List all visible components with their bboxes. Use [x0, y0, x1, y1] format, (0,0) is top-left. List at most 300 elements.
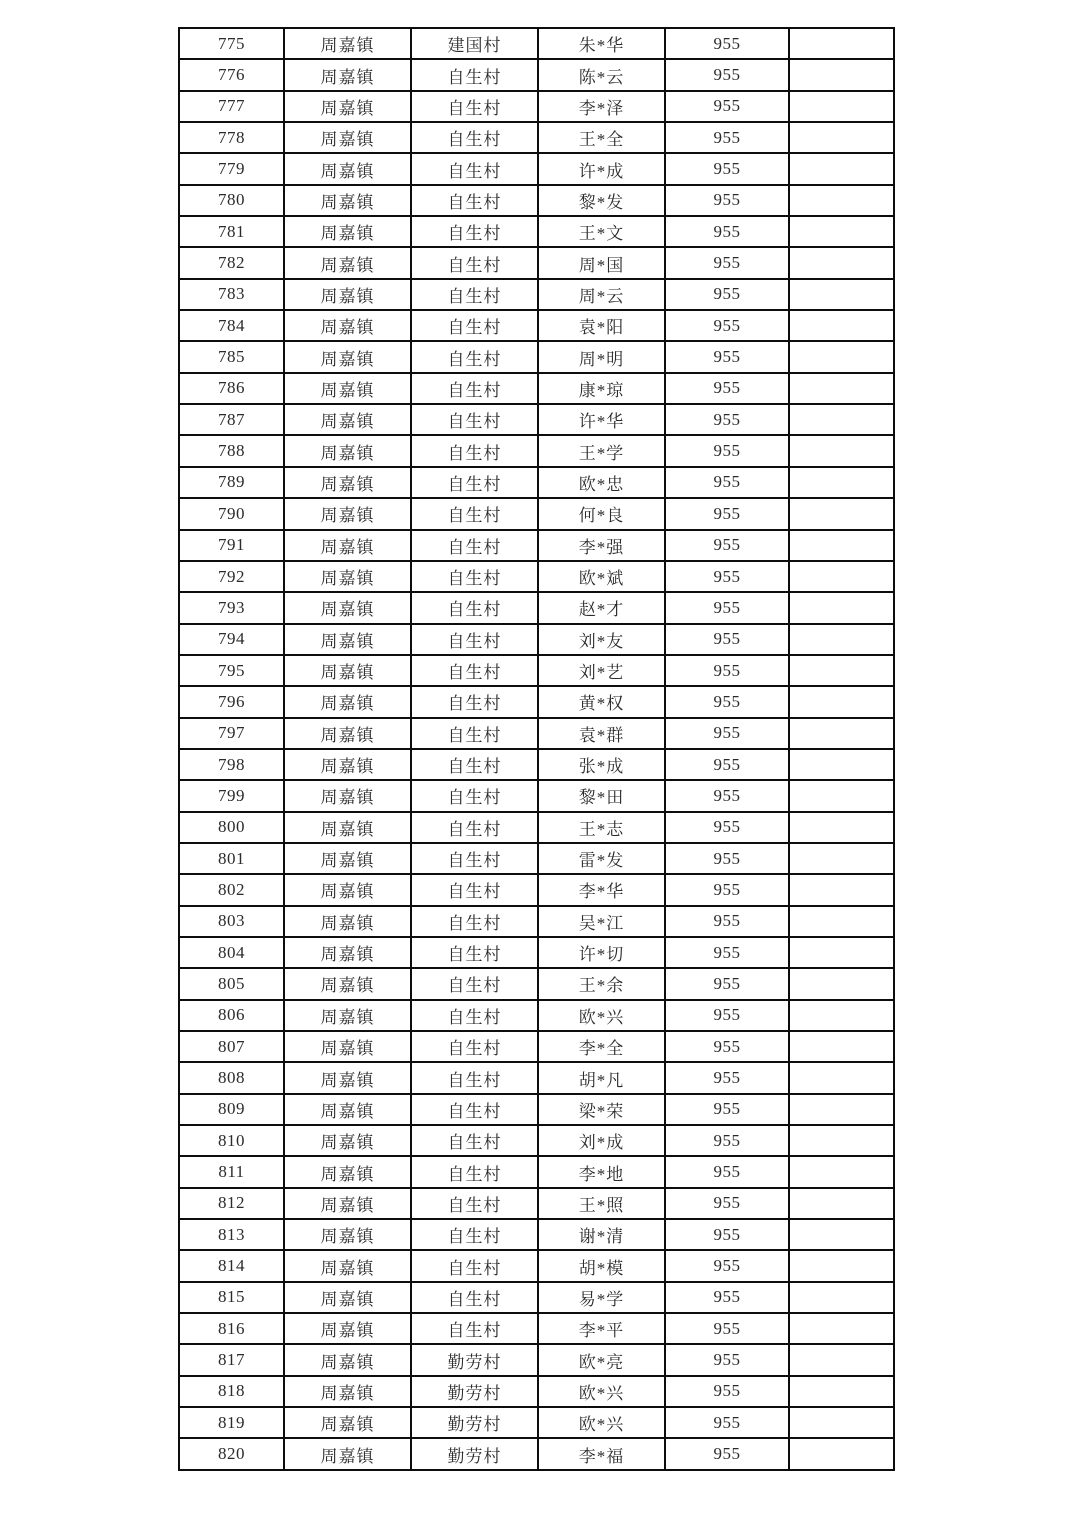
- cell-town: 周嘉镇: [284, 624, 411, 655]
- cell-code: 955: [665, 28, 789, 59]
- cell-village: 勤劳村: [411, 1344, 538, 1375]
- cell-code: 955: [665, 937, 789, 968]
- cell-village: 自生村: [411, 185, 538, 216]
- cell-index: 813: [179, 1219, 284, 1250]
- cell-code: 955: [665, 1376, 789, 1407]
- cell-empty: [789, 279, 894, 310]
- cell-town: 周嘉镇: [284, 1438, 411, 1470]
- cell-code: 955: [665, 216, 789, 247]
- cell-index: 777: [179, 91, 284, 122]
- table-row: [179, 1219, 894, 1250]
- cell-index: 783: [179, 279, 284, 310]
- table-row: [179, 122, 894, 153]
- cell-index: 815: [179, 1282, 284, 1313]
- cell-town: 周嘉镇: [284, 122, 411, 153]
- table-row: [179, 1000, 894, 1031]
- table-row: [179, 216, 894, 247]
- cell-town: 周嘉镇: [284, 467, 411, 498]
- cell-index: 804: [179, 937, 284, 968]
- cell-code: 955: [665, 153, 789, 184]
- cell-empty: [789, 1156, 894, 1187]
- cell-code: 955: [665, 310, 789, 341]
- cell-name: 周*云: [538, 279, 665, 310]
- cell-town: 周嘉镇: [284, 1344, 411, 1375]
- cell-name: 胡*模: [538, 1250, 665, 1281]
- cell-village: 勤劳村: [411, 1438, 538, 1470]
- cell-town: 周嘉镇: [284, 279, 411, 310]
- cell-town: 周嘉镇: [284, 1376, 411, 1407]
- cell-town: 周嘉镇: [284, 1188, 411, 1219]
- cell-village: 自生村: [411, 1188, 538, 1219]
- cell-town: 周嘉镇: [284, 404, 411, 435]
- table-row: [179, 1344, 894, 1375]
- cell-name: 李*全: [538, 1031, 665, 1062]
- cell-town: 周嘉镇: [284, 153, 411, 184]
- cell-index: 779: [179, 153, 284, 184]
- cell-town: 周嘉镇: [284, 1156, 411, 1187]
- cell-name: 欧*兴: [538, 1376, 665, 1407]
- table-row: [179, 937, 894, 968]
- cell-index: 795: [179, 655, 284, 686]
- table-row: [179, 561, 894, 592]
- cell-index: 786: [179, 373, 284, 404]
- cell-index: 785: [179, 341, 284, 372]
- cell-village: 自生村: [411, 843, 538, 874]
- cell-town: 周嘉镇: [284, 561, 411, 592]
- cell-name: 袁*群: [538, 718, 665, 749]
- cell-town: 周嘉镇: [284, 498, 411, 529]
- cell-town: 周嘉镇: [284, 28, 411, 59]
- cell-index: 792: [179, 561, 284, 592]
- cell-empty: [789, 216, 894, 247]
- table-row: [179, 624, 894, 655]
- cell-name: 李*华: [538, 874, 665, 905]
- cell-town: 周嘉镇: [284, 718, 411, 749]
- cell-empty: [789, 686, 894, 717]
- table-row: [179, 153, 894, 184]
- cell-town: 周嘉镇: [284, 1000, 411, 1031]
- table-row: [179, 1031, 894, 1062]
- cell-code: 955: [665, 530, 789, 561]
- cell-name: 康*琼: [538, 373, 665, 404]
- cell-town: 周嘉镇: [284, 373, 411, 404]
- cell-code: 955: [665, 498, 789, 529]
- cell-index: 797: [179, 718, 284, 749]
- roster-table: [178, 27, 895, 1471]
- cell-empty: [789, 1313, 894, 1344]
- cell-town: 周嘉镇: [284, 59, 411, 90]
- cell-town: 周嘉镇: [284, 749, 411, 780]
- cell-name: 王*照: [538, 1188, 665, 1219]
- cell-village: 自生村: [411, 279, 538, 310]
- cell-index: 816: [179, 1313, 284, 1344]
- table-row: [179, 1282, 894, 1313]
- cell-town: 周嘉镇: [284, 1250, 411, 1281]
- cell-empty: [789, 1125, 894, 1156]
- cell-village: 自生村: [411, 686, 538, 717]
- cell-code: 955: [665, 1282, 789, 1313]
- cell-empty: [789, 185, 894, 216]
- cell-code: 955: [665, 247, 789, 278]
- table-row: [179, 498, 894, 529]
- cell-empty: [789, 404, 894, 435]
- cell-empty: [789, 624, 894, 655]
- cell-index: 819: [179, 1407, 284, 1438]
- cell-name: 欧*兴: [538, 1407, 665, 1438]
- cell-code: 955: [665, 874, 789, 905]
- table-row: [179, 530, 894, 561]
- cell-index: 790: [179, 498, 284, 529]
- cell-village: 自生村: [411, 1282, 538, 1313]
- cell-index: 787: [179, 404, 284, 435]
- cell-empty: [789, 937, 894, 968]
- cell-index: 780: [179, 185, 284, 216]
- cell-index: 818: [179, 1376, 284, 1407]
- cell-index: 801: [179, 843, 284, 874]
- table-row: [179, 1156, 894, 1187]
- cell-code: 955: [665, 467, 789, 498]
- cell-name: 王*志: [538, 812, 665, 843]
- cell-village: 自生村: [411, 373, 538, 404]
- cell-name: 李*福: [538, 1438, 665, 1470]
- table-row: [179, 1376, 894, 1407]
- cell-village: 勤劳村: [411, 1376, 538, 1407]
- cell-village: 自生村: [411, 1094, 538, 1125]
- cell-index: 802: [179, 874, 284, 905]
- cell-empty: [789, 561, 894, 592]
- cell-town: 周嘉镇: [284, 780, 411, 811]
- cell-index: 820: [179, 1438, 284, 1470]
- cell-town: 周嘉镇: [284, 906, 411, 937]
- table-row: [179, 310, 894, 341]
- cell-village: 自生村: [411, 467, 538, 498]
- table-row: [179, 749, 894, 780]
- table-row: [179, 686, 894, 717]
- cell-code: 955: [665, 686, 789, 717]
- cell-name: 朱*华: [538, 28, 665, 59]
- cell-name: 赵*才: [538, 592, 665, 623]
- cell-index: 793: [179, 592, 284, 623]
- cell-name: 李*平: [538, 1313, 665, 1344]
- cell-index: 796: [179, 686, 284, 717]
- cell-empty: [789, 592, 894, 623]
- table-row: [179, 1125, 894, 1156]
- cell-town: 周嘉镇: [284, 1094, 411, 1125]
- cell-village: 自生村: [411, 1250, 538, 1281]
- cell-code: 955: [665, 1000, 789, 1031]
- cell-empty: [789, 718, 894, 749]
- cell-village: 自生村: [411, 1313, 538, 1344]
- cell-name: 何*良: [538, 498, 665, 529]
- cell-village: 自生村: [411, 435, 538, 466]
- cell-town: 周嘉镇: [284, 247, 411, 278]
- cell-name: 黄*权: [538, 686, 665, 717]
- cell-town: 周嘉镇: [284, 937, 411, 968]
- cell-name: 易*学: [538, 1282, 665, 1313]
- cell-village: 自生村: [411, 404, 538, 435]
- cell-index: 805: [179, 968, 284, 999]
- cell-village: 自生村: [411, 216, 538, 247]
- cell-empty: [789, 874, 894, 905]
- cell-name: 周*国: [538, 247, 665, 278]
- cell-empty: [789, 247, 894, 278]
- roster-table-body: [179, 28, 894, 1470]
- table-row: [179, 91, 894, 122]
- cell-town: 周嘉镇: [284, 874, 411, 905]
- cell-town: 周嘉镇: [284, 1062, 411, 1093]
- table-row: [179, 435, 894, 466]
- cell-village: 自生村: [411, 1031, 538, 1062]
- cell-index: 789: [179, 467, 284, 498]
- cell-village: 自生村: [411, 247, 538, 278]
- cell-name: 刘*艺: [538, 655, 665, 686]
- cell-index: 778: [179, 122, 284, 153]
- table-row: [179, 373, 894, 404]
- cell-empty: [789, 1407, 894, 1438]
- cell-name: 袁*阳: [538, 310, 665, 341]
- cell-code: 955: [665, 718, 789, 749]
- cell-code: 955: [665, 122, 789, 153]
- cell-village: 建国村: [411, 28, 538, 59]
- cell-name: 周*明: [538, 341, 665, 372]
- cell-town: 周嘉镇: [284, 310, 411, 341]
- cell-code: 955: [665, 1250, 789, 1281]
- cell-empty: [789, 373, 894, 404]
- cell-village: 自生村: [411, 968, 538, 999]
- cell-town: 周嘉镇: [284, 592, 411, 623]
- cell-town: 周嘉镇: [284, 1407, 411, 1438]
- cell-code: 955: [665, 341, 789, 372]
- cell-empty: [789, 530, 894, 561]
- cell-town: 周嘉镇: [284, 185, 411, 216]
- cell-empty: [789, 435, 894, 466]
- cell-village: 自生村: [411, 59, 538, 90]
- cell-code: 955: [665, 1344, 789, 1375]
- cell-index: 811: [179, 1156, 284, 1187]
- cell-empty: [789, 1188, 894, 1219]
- cell-empty: [789, 906, 894, 937]
- table-row: [179, 1188, 894, 1219]
- cell-empty: [789, 812, 894, 843]
- table-row: [179, 279, 894, 310]
- cell-empty: [789, 59, 894, 90]
- cell-town: 周嘉镇: [284, 686, 411, 717]
- cell-town: 周嘉镇: [284, 91, 411, 122]
- cell-empty: [789, 498, 894, 529]
- table-row: [179, 467, 894, 498]
- cell-code: 955: [665, 812, 789, 843]
- table-row: [179, 906, 894, 937]
- cell-village: 自生村: [411, 624, 538, 655]
- cell-village: 自生村: [411, 91, 538, 122]
- cell-name: 谢*清: [538, 1219, 665, 1250]
- cell-name: 刘*友: [538, 624, 665, 655]
- cell-empty: [789, 122, 894, 153]
- cell-town: 周嘉镇: [284, 1313, 411, 1344]
- cell-index: 814: [179, 1250, 284, 1281]
- cell-village: 自生村: [411, 1219, 538, 1250]
- cell-name: 欧*兴: [538, 1000, 665, 1031]
- cell-town: 周嘉镇: [284, 1031, 411, 1062]
- cell-index: 781: [179, 216, 284, 247]
- cell-code: 955: [665, 1094, 789, 1125]
- cell-empty: [789, 1094, 894, 1125]
- table-row: [179, 1313, 894, 1344]
- table-row: [179, 780, 894, 811]
- cell-code: 955: [665, 561, 789, 592]
- cell-town: 周嘉镇: [284, 1282, 411, 1313]
- cell-empty: [789, 153, 894, 184]
- cell-village: 自生村: [411, 906, 538, 937]
- cell-index: 776: [179, 59, 284, 90]
- cell-code: 955: [665, 843, 789, 874]
- cell-town: 周嘉镇: [284, 530, 411, 561]
- cell-town: 周嘉镇: [284, 1125, 411, 1156]
- cell-index: 808: [179, 1062, 284, 1093]
- cell-empty: [789, 1344, 894, 1375]
- cell-code: 955: [665, 1062, 789, 1093]
- cell-name: 黎*田: [538, 780, 665, 811]
- cell-empty: [789, 467, 894, 498]
- cell-village: 自生村: [411, 122, 538, 153]
- cell-index: 799: [179, 780, 284, 811]
- cell-code: 955: [665, 185, 789, 216]
- cell-index: 798: [179, 749, 284, 780]
- cell-code: 955: [665, 1438, 789, 1470]
- cell-empty: [789, 1062, 894, 1093]
- cell-name: 吴*江: [538, 906, 665, 937]
- cell-town: 周嘉镇: [284, 843, 411, 874]
- cell-village: 自生村: [411, 718, 538, 749]
- cell-code: 955: [665, 655, 789, 686]
- cell-village: 自生村: [411, 498, 538, 529]
- cell-index: 812: [179, 1188, 284, 1219]
- cell-empty: [789, 310, 894, 341]
- cell-name: 许*成: [538, 153, 665, 184]
- cell-empty: [789, 91, 894, 122]
- cell-name: 欧*亮: [538, 1344, 665, 1375]
- cell-name: 李*强: [538, 530, 665, 561]
- cell-empty: [789, 1376, 894, 1407]
- cell-index: 775: [179, 28, 284, 59]
- cell-town: 周嘉镇: [284, 1219, 411, 1250]
- cell-code: 955: [665, 592, 789, 623]
- table-row: [179, 968, 894, 999]
- cell-village: 自生村: [411, 341, 538, 372]
- cell-code: 955: [665, 279, 789, 310]
- cell-empty: [789, 1000, 894, 1031]
- cell-name: 许*华: [538, 404, 665, 435]
- cell-empty: [789, 341, 894, 372]
- cell-code: 955: [665, 404, 789, 435]
- cell-code: 955: [665, 1156, 789, 1187]
- cell-code: 955: [665, 373, 789, 404]
- cell-index: 800: [179, 812, 284, 843]
- cell-name: 陈*云: [538, 59, 665, 90]
- cell-village: 自生村: [411, 530, 538, 561]
- cell-name: 许*切: [538, 937, 665, 968]
- cell-code: 955: [665, 1188, 789, 1219]
- cell-index: 794: [179, 624, 284, 655]
- cell-code: 955: [665, 59, 789, 90]
- cell-village: 自生村: [411, 1156, 538, 1187]
- cell-name: 张*成: [538, 749, 665, 780]
- cell-code: 955: [665, 1031, 789, 1062]
- cell-village: 自生村: [411, 310, 538, 341]
- cell-village: 自生村: [411, 153, 538, 184]
- cell-index: 817: [179, 1344, 284, 1375]
- table-row: [179, 812, 894, 843]
- cell-code: 955: [665, 91, 789, 122]
- cell-village: 勤劳村: [411, 1407, 538, 1438]
- cell-index: 810: [179, 1125, 284, 1156]
- cell-empty: [789, 1282, 894, 1313]
- cell-name: 欧*斌: [538, 561, 665, 592]
- cell-name: 王*文: [538, 216, 665, 247]
- cell-village: 自生村: [411, 1000, 538, 1031]
- cell-empty: [789, 843, 894, 874]
- cell-code: 955: [665, 1313, 789, 1344]
- table-row: [179, 718, 894, 749]
- cell-village: 自生村: [411, 655, 538, 686]
- cell-empty: [789, 968, 894, 999]
- cell-empty: [789, 655, 894, 686]
- cell-code: 955: [665, 780, 789, 811]
- table-row: [179, 1407, 894, 1438]
- table-row: [179, 874, 894, 905]
- cell-town: 周嘉镇: [284, 341, 411, 372]
- table-row: [179, 1438, 894, 1470]
- table-row: [179, 59, 894, 90]
- cell-village: 自生村: [411, 592, 538, 623]
- cell-code: 955: [665, 906, 789, 937]
- cell-name: 李*泽: [538, 91, 665, 122]
- cell-town: 周嘉镇: [284, 968, 411, 999]
- cell-name: 欧*忠: [538, 467, 665, 498]
- cell-empty: [789, 1219, 894, 1250]
- cell-index: 788: [179, 435, 284, 466]
- cell-code: 955: [665, 749, 789, 780]
- cell-town: 周嘉镇: [284, 655, 411, 686]
- cell-village: 自生村: [411, 812, 538, 843]
- cell-code: 955: [665, 1125, 789, 1156]
- cell-name: 黎*发: [538, 185, 665, 216]
- cell-index: 782: [179, 247, 284, 278]
- table-row: [179, 185, 894, 216]
- cell-town: 周嘉镇: [284, 435, 411, 466]
- table-row: [179, 1094, 894, 1125]
- cell-index: 791: [179, 530, 284, 561]
- cell-name: 王*学: [538, 435, 665, 466]
- cell-name: 雷*发: [538, 843, 665, 874]
- cell-index: 784: [179, 310, 284, 341]
- cell-empty: [789, 28, 894, 59]
- cell-empty: [789, 780, 894, 811]
- table-row: [179, 341, 894, 372]
- cell-village: 自生村: [411, 1125, 538, 1156]
- table-row: [179, 655, 894, 686]
- cell-village: 自生村: [411, 937, 538, 968]
- cell-village: 自生村: [411, 1062, 538, 1093]
- cell-name: 胡*凡: [538, 1062, 665, 1093]
- cell-name: 梁*荣: [538, 1094, 665, 1125]
- cell-village: 自生村: [411, 874, 538, 905]
- cell-name: 王*余: [538, 968, 665, 999]
- cell-code: 955: [665, 968, 789, 999]
- table-row: [179, 404, 894, 435]
- table-row: [179, 1062, 894, 1093]
- cell-empty: [789, 1438, 894, 1470]
